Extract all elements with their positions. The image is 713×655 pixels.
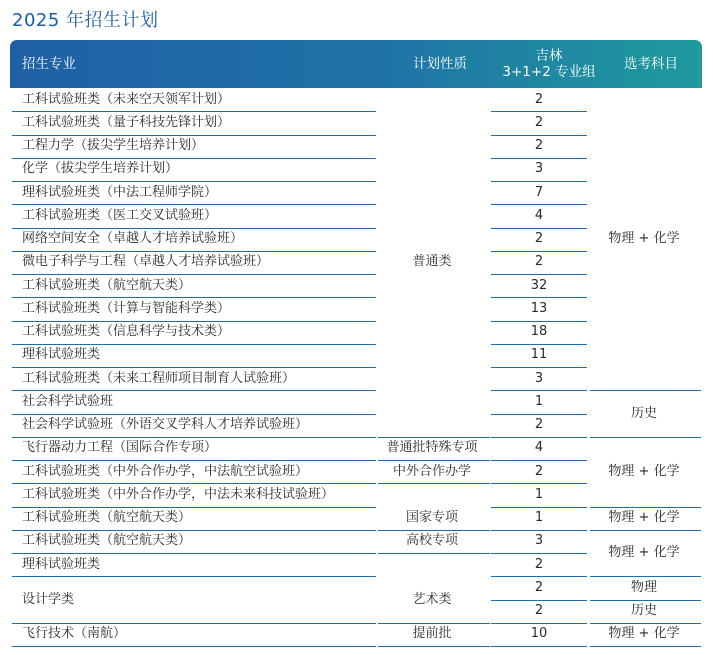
row-divider — [491, 437, 587, 438]
row-divider — [378, 437, 490, 438]
row-divider — [491, 507, 587, 508]
subject-requirement: 物理 — [630, 579, 657, 595]
plan-nature: 中外合作办学 — [392, 463, 471, 479]
subject-requirement: 物理 + 化学 — [608, 231, 680, 247]
row-divider — [491, 181, 587, 182]
major-name: 理科试验班类（中法工程师学院） — [22, 184, 218, 200]
row-divider — [12, 251, 376, 252]
plan-count: 2 — [534, 556, 544, 572]
subject-requirement: 历史 — [630, 603, 657, 619]
plan-count: 3 — [534, 533, 544, 549]
row-divider — [491, 390, 587, 391]
row-divider — [12, 623, 376, 624]
row-divider — [12, 576, 376, 577]
plan-nature: 高校专项 — [405, 533, 458, 549]
header-subject: 选考科目 — [624, 56, 678, 72]
major-name: 工科试验班类（中外合作办学，中法航空试验班） — [22, 463, 309, 479]
header-major: 招生专业 — [22, 56, 76, 72]
row-divider — [12, 158, 376, 159]
row-divider — [491, 553, 587, 554]
plan-count: 10 — [530, 626, 548, 642]
plan-count: 2 — [534, 463, 544, 479]
major-name: 社会科学试验班（外语交叉学科人才培养试验班） — [22, 417, 309, 433]
row-divider — [12, 507, 376, 508]
page-title: 2025 年招生计划 — [12, 10, 159, 31]
plan-count: 11 — [530, 347, 548, 363]
row-divider — [491, 646, 587, 647]
major-name: 社会科学试验班 — [22, 393, 114, 409]
row-divider — [491, 460, 587, 461]
plan-count: 2 — [534, 579, 544, 595]
row-divider — [590, 507, 701, 508]
row-divider — [12, 135, 376, 136]
row-divider — [491, 600, 587, 601]
row-divider — [491, 367, 587, 368]
major-name: 工程力学（拔尖学生培养计划） — [22, 138, 205, 154]
plan-count: 2 — [534, 91, 544, 107]
plan-count: 4 — [534, 207, 544, 223]
header-count-group: 3+1+2 专业组 — [502, 64, 596, 80]
major-name: 理科试验班类 — [22, 556, 101, 572]
plan-count: 13 — [530, 300, 548, 316]
row-divider — [12, 367, 376, 368]
plan-count: 2 — [534, 114, 544, 130]
row-divider — [491, 158, 587, 159]
plan-nature: 提前批 — [412, 626, 452, 642]
major-name: 微电子科学与工程（卓越人才培养试验班） — [22, 254, 270, 270]
major-name: 工科试验班类（航空航天类） — [22, 277, 192, 293]
major-name: 工科试验班类（计算与智能科学类） — [22, 300, 231, 316]
major-name: 工科试验班类（中外合作办学，中法未来科技试验班） — [22, 486, 335, 502]
row-divider — [12, 321, 376, 322]
subject-requirement: 物理 + 化学 — [608, 545, 680, 560]
plan-count: 1 — [534, 486, 544, 502]
major-name: 化学（拔尖学生培养计划） — [22, 161, 179, 177]
row-divider — [590, 623, 701, 624]
major-name: 飞行技术（南航） — [22, 626, 127, 642]
plan-count: 7 — [534, 184, 544, 200]
row-divider — [12, 553, 376, 554]
row-divider — [491, 576, 587, 577]
row-divider — [12, 111, 376, 112]
row-divider — [12, 274, 376, 275]
row-divider — [12, 646, 376, 647]
plan-count: 2 — [534, 417, 544, 433]
row-divider — [491, 204, 587, 205]
major-name: 工科试验班类（航空航天类） — [22, 533, 192, 549]
row-divider — [12, 181, 376, 182]
row-divider — [491, 274, 587, 275]
row-divider — [491, 414, 587, 415]
row-divider — [590, 576, 701, 577]
row-divider — [491, 135, 587, 136]
row-divider — [590, 437, 701, 438]
row-divider — [12, 204, 376, 205]
row-divider — [491, 228, 587, 229]
row-divider — [491, 111, 587, 112]
plan-count: 3 — [534, 161, 544, 177]
row-divider — [590, 646, 701, 647]
row-divider — [590, 390, 701, 391]
plan-nature: 艺术类 — [412, 591, 452, 607]
row-divider — [12, 414, 376, 415]
row-divider — [378, 646, 490, 647]
subject-requirement: 物理 + 化学 — [608, 626, 680, 642]
major-name: 工科试验班类（航空航天类） — [22, 510, 192, 526]
row-divider — [491, 344, 587, 345]
plan-count: 18 — [530, 324, 548, 340]
major-name: 工科试验班类（信息科学与技术类） — [22, 324, 231, 340]
major-name: 工科试验班类（未来空天领军计划） — [22, 91, 231, 107]
major-name: 飞行器动力工程（国际合作专项） — [22, 440, 218, 456]
row-divider — [12, 344, 376, 345]
table-header — [10, 40, 702, 88]
row-divider — [12, 390, 376, 391]
major-name: 工科试验班类（医工交叉试验班） — [22, 207, 218, 223]
header-count — [490, 40, 608, 88]
plan-count: 1 — [534, 393, 544, 409]
plan-nature: 国家专项 — [405, 510, 458, 526]
row-divider — [491, 483, 587, 484]
row-divider — [491, 251, 587, 252]
subject-requirement: 历史 — [630, 405, 657, 421]
header-nature: 计划性质 — [413, 56, 467, 72]
plan-count: 2 — [534, 138, 544, 154]
plan-count: 1 — [534, 510, 544, 526]
row-divider — [12, 530, 376, 531]
plan-count: 2 — [534, 254, 544, 270]
row-divider — [378, 553, 490, 554]
row-divider — [590, 530, 701, 531]
major-name: 工科试验班类（未来工程师项目制育人试验班） — [22, 370, 296, 386]
plan-nature: 普通批特殊专项 — [386, 440, 478, 456]
row-divider — [12, 483, 376, 484]
row-divider — [378, 460, 490, 461]
plan-nature: 普通类 — [412, 254, 452, 270]
row-divider — [12, 228, 376, 229]
row-divider — [590, 600, 701, 601]
row-divider — [491, 530, 587, 531]
plan-count: 4 — [534, 440, 544, 456]
header-count-province: 吉林 — [535, 48, 563, 64]
row-divider — [12, 297, 376, 298]
major-name: 工科试验班类（量子科技先锋计划） — [22, 114, 231, 130]
plan-count: 2 — [534, 603, 544, 619]
subject-requirement: 物理 + 化学 — [608, 510, 680, 526]
row-divider — [491, 321, 587, 322]
major-name: 设计学类 — [22, 591, 75, 607]
major-name: 网络空间安全（卓越人才培养试验班） — [22, 231, 244, 247]
row-divider — [378, 623, 490, 624]
row-divider — [12, 437, 376, 438]
subject-requirement: 物理 + 化学 — [608, 463, 680, 479]
plan-count: 3 — [534, 370, 544, 386]
row-divider — [378, 483, 490, 484]
row-divider — [491, 623, 587, 624]
major-name: 理科试验班类 — [22, 347, 101, 363]
row-divider — [378, 530, 490, 531]
plan-count: 32 — [530, 277, 548, 293]
row-divider — [491, 297, 587, 298]
row-divider — [12, 460, 376, 461]
plan-count: 2 — [534, 231, 544, 247]
